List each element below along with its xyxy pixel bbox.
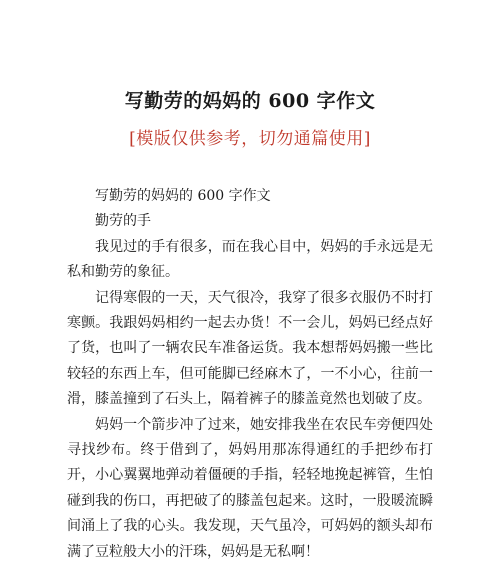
- essay-heading: 写勤劳的妈妈的 600 字作文: [95, 188, 271, 204]
- document-body: [67, 184, 433, 565]
- section-title: 勤劳的手: [95, 213, 151, 230]
- template-disclaimer: [模版仅供参考，切勿通篇使用]: [129, 129, 371, 149]
- paragraph-2: 记得寒假的一天，天气很冷，我穿了很多衣服仍不时打寒颤。我跟妈妈相约一起去办货！不一会儿，妈妈已经点好了货，也叫了一辆农民车准备运货。我本想帮妈妈搬一些比较轻的东西上车，但可能脚已经麻木了，一不小心，往前一滑，膝盖撞到了石头上，隔着裤子的膝盖竟然也划破了皮。: [67, 289, 433, 408]
- paragraph-1: 我见过的手有很多，而在我心目中，妈妈的手永远是无私和勤劳的象征。: [67, 238, 433, 281]
- document-title: 写勤劳的妈妈的 600 字作文: [124, 90, 376, 112]
- paragraph-3: 妈妈一个箭步冲了过来，她安排我坐在农民车旁便四处寻找纱布。终于借到了，妈妈用那冻得通红的手把纱布打开，小心翼翼地弹动着僵硬的手指，轻轻地挽起裤管，生怕碰到我的伤口，再把破了的膝盖包起来。这时，一股暖流瞬间涌上了我的心头。我发现，天气虽冷，可妈妈的额头却布满了豆粒般大小的汗珠，妈妈是无私啊！: [67, 416, 433, 560]
